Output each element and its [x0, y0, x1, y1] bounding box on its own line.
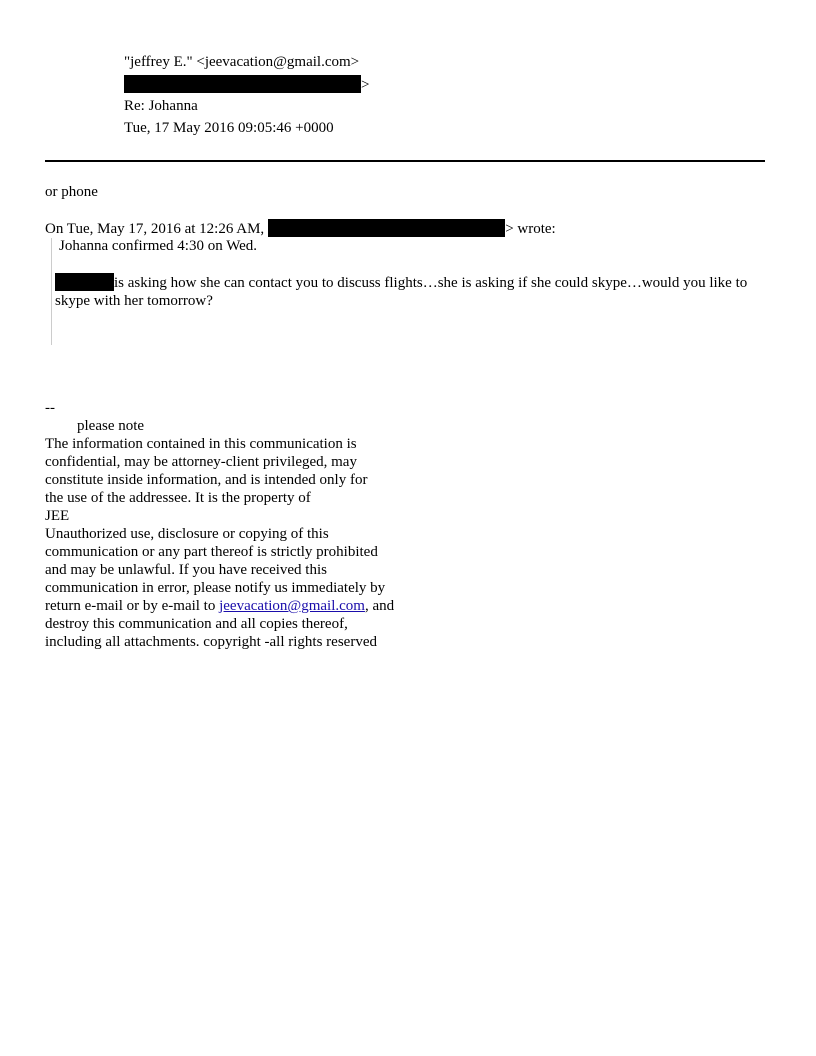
disclaimer-line: communication or any part thereof is strictly prohibited — [45, 544, 378, 560]
disclaimer-line-email — [45, 597, 445, 615]
date-value: Tue, 17 May 2016 09:05:46 +0000 — [124, 120, 334, 136]
email-link[interactable]: jeevacation@gmail.com — [219, 598, 365, 614]
quoted-line-2: is asking how she can contact you to discuss flights…she is asking if she could skype…would you like to skype with her tomorrow? — [55, 275, 748, 309]
to-suffix: > — [361, 77, 370, 93]
to-value — [124, 75, 369, 94]
quoted-paragraph — [55, 273, 755, 310]
quoted-line-1: Johanna confirmed 4:30 on Wed. — [59, 238, 258, 254]
disclaimer-line: JEE — [45, 508, 70, 524]
subject-value: Re: Johanna — [124, 98, 198, 114]
please-note: please note — [77, 418, 145, 434]
return-suffix: , and — [364, 598, 395, 614]
header-divider — [45, 160, 765, 162]
quote-intro-prefix: On Tue, May 17, 2016 at 12:26 AM, — [45, 221, 265, 237]
signature-dashes: -- — [45, 400, 55, 416]
disclaimer-line: Unauthorized use, disclosure or copying of this — [45, 526, 329, 542]
redaction-bar — [55, 273, 114, 291]
disclaimer-line: including all attachments. copyright -all rights reserved — [45, 634, 377, 650]
disclaimer-line: communication in error, please notify us immediately by — [45, 580, 386, 596]
disclaimer-line: The information contained in this communication is — [45, 436, 357, 452]
disclaimer-line: constitute inside information, and is intended only for — [45, 472, 368, 488]
signature-block — [45, 399, 445, 651]
disclaimer-line: destroy this communication and all copies thereof, — [45, 616, 348, 632]
disclaimer-line: confidential, may be attorney-client privileged, may — [45, 454, 357, 470]
reply-text: or phone — [45, 184, 98, 200]
quote-intro-suffix: > wrote: — [505, 221, 556, 237]
from-value: "jeffrey E." <jeevacation@gmail.com> — [124, 54, 360, 70]
quote-border — [51, 238, 52, 345]
redaction-bar — [124, 75, 361, 93]
redaction-bar — [268, 219, 505, 237]
disclaimer-line: and may be unlawful. If you have received this — [45, 562, 327, 578]
disclaimer-line: the use of the addressee. It is the property of — [45, 490, 311, 506]
quote-intro — [45, 219, 556, 238]
return-prefix: return e-mail or by e-mail to — [45, 598, 216, 614]
